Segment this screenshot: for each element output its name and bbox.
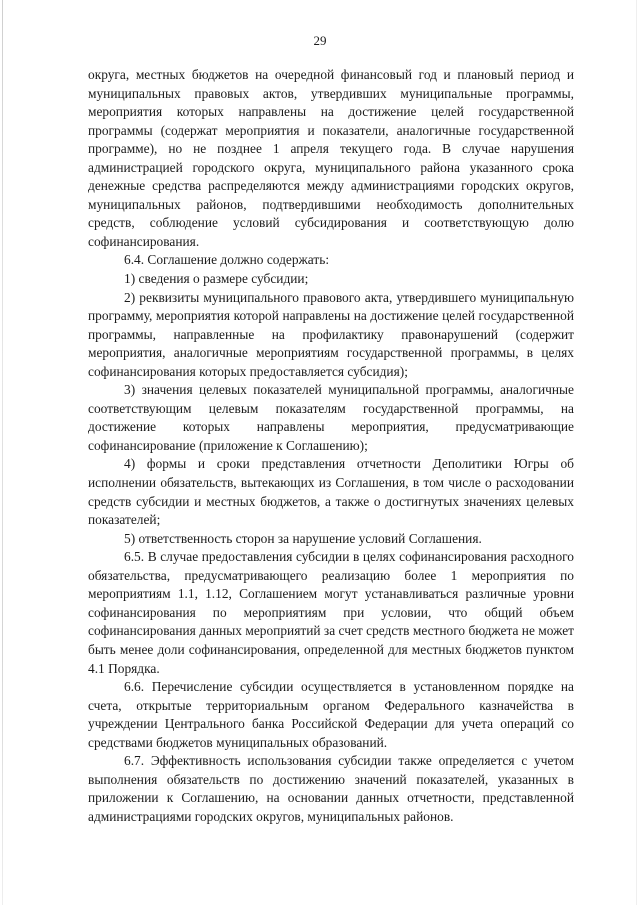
paragraph: 6.4. Соглашение должно содержать: [124,252,330,268]
page-number: 29 [313,33,327,48]
paragraph: 5) ответственность сторон за нарушение условий Соглашения. [124,530,482,546]
scan-edge-mark [2,0,3,905]
paragraph: 6.7. Эффективность использования субсидии также определяется с учетом выполнения обязательств по достижению значений показателей, указанных в приложении к Соглашению, на основании данных отчетности, представленной администрациями городских округов, муниципальных районов. [88,753,574,824]
scan-edge-mark [636,0,637,905]
paragraph: 6.6. Перечисление субсидии осуществляется в установленном порядке на счета, открытые территориальным органом Федерального казначейства в учреждении Центрального банка Российской Федерации для учета операций со средствами бюджетов муниципальных образований. [88,679,574,750]
paragraph: 2) реквизиты муниципального правового акта, утвердившего муниципальную программу, мероприятия которой направлены на достижение целей государственной программы, направленные на профилактику правонарушений (содержит мероприятия, аналогичные мероприятиям государственной программы, в целях софинансирования которых предоставляется субсидия); [88,289,574,379]
paragraph: 3) значения целевых показателей муниципальной программы, аналогичные соответствующим целевым показателям государственной программы, на достижение которых направлены мероприятия, предусматривающие софинансирование (приложение к Соглашению); [88,382,574,453]
paragraph: округа, местных бюджетов на очередной финансовый год и плановый период и муниципальных правовых актов, утвердивших муниципальные программы, мероприятия которых направлены на достижение целей государственной программы (содержат мероприятия и показатели, аналогичные государственной программе), но не позднее 1 апреля текущего года. В случае нарушения администрацией городского округа, муниципального района указанного срока денежные средства распределяются между администрациями городских округов, муниципальных районов, подтвердившими необходимость дополнительных средств, соблюдение условий субсидирования и соответствующую долю софинансирования. [88,67,574,249]
paragraph: 6.5. В случае предоставления субсидии в целях софинансирования расходного обязательства, предусматривающего реализацию более 1 мероприятия по мероприятиям 1.1, 1.12, Соглашением могут устанавливаться различные уровни софинансирования по мероприятиям при условии, что общий объем софинансирования данных мероприятий за счет средств местного бюджета не может быть менее доли софинансирования, определенной для местных бюджетов пунктом 4.1 Порядка. [88,549,574,676]
paragraph: 4) формы и сроки представления отчетности Деполитики Югры об исполнении обязательств, вытекающих из Соглашения, в том числе о расходовании средств субсидии и местных бюджетов, а также о достигнутых значениях целевых показателей; [88,456,574,528]
paragraph: 1) сведения о размере субсидии; [124,271,309,287]
body-text [88,66,574,826]
